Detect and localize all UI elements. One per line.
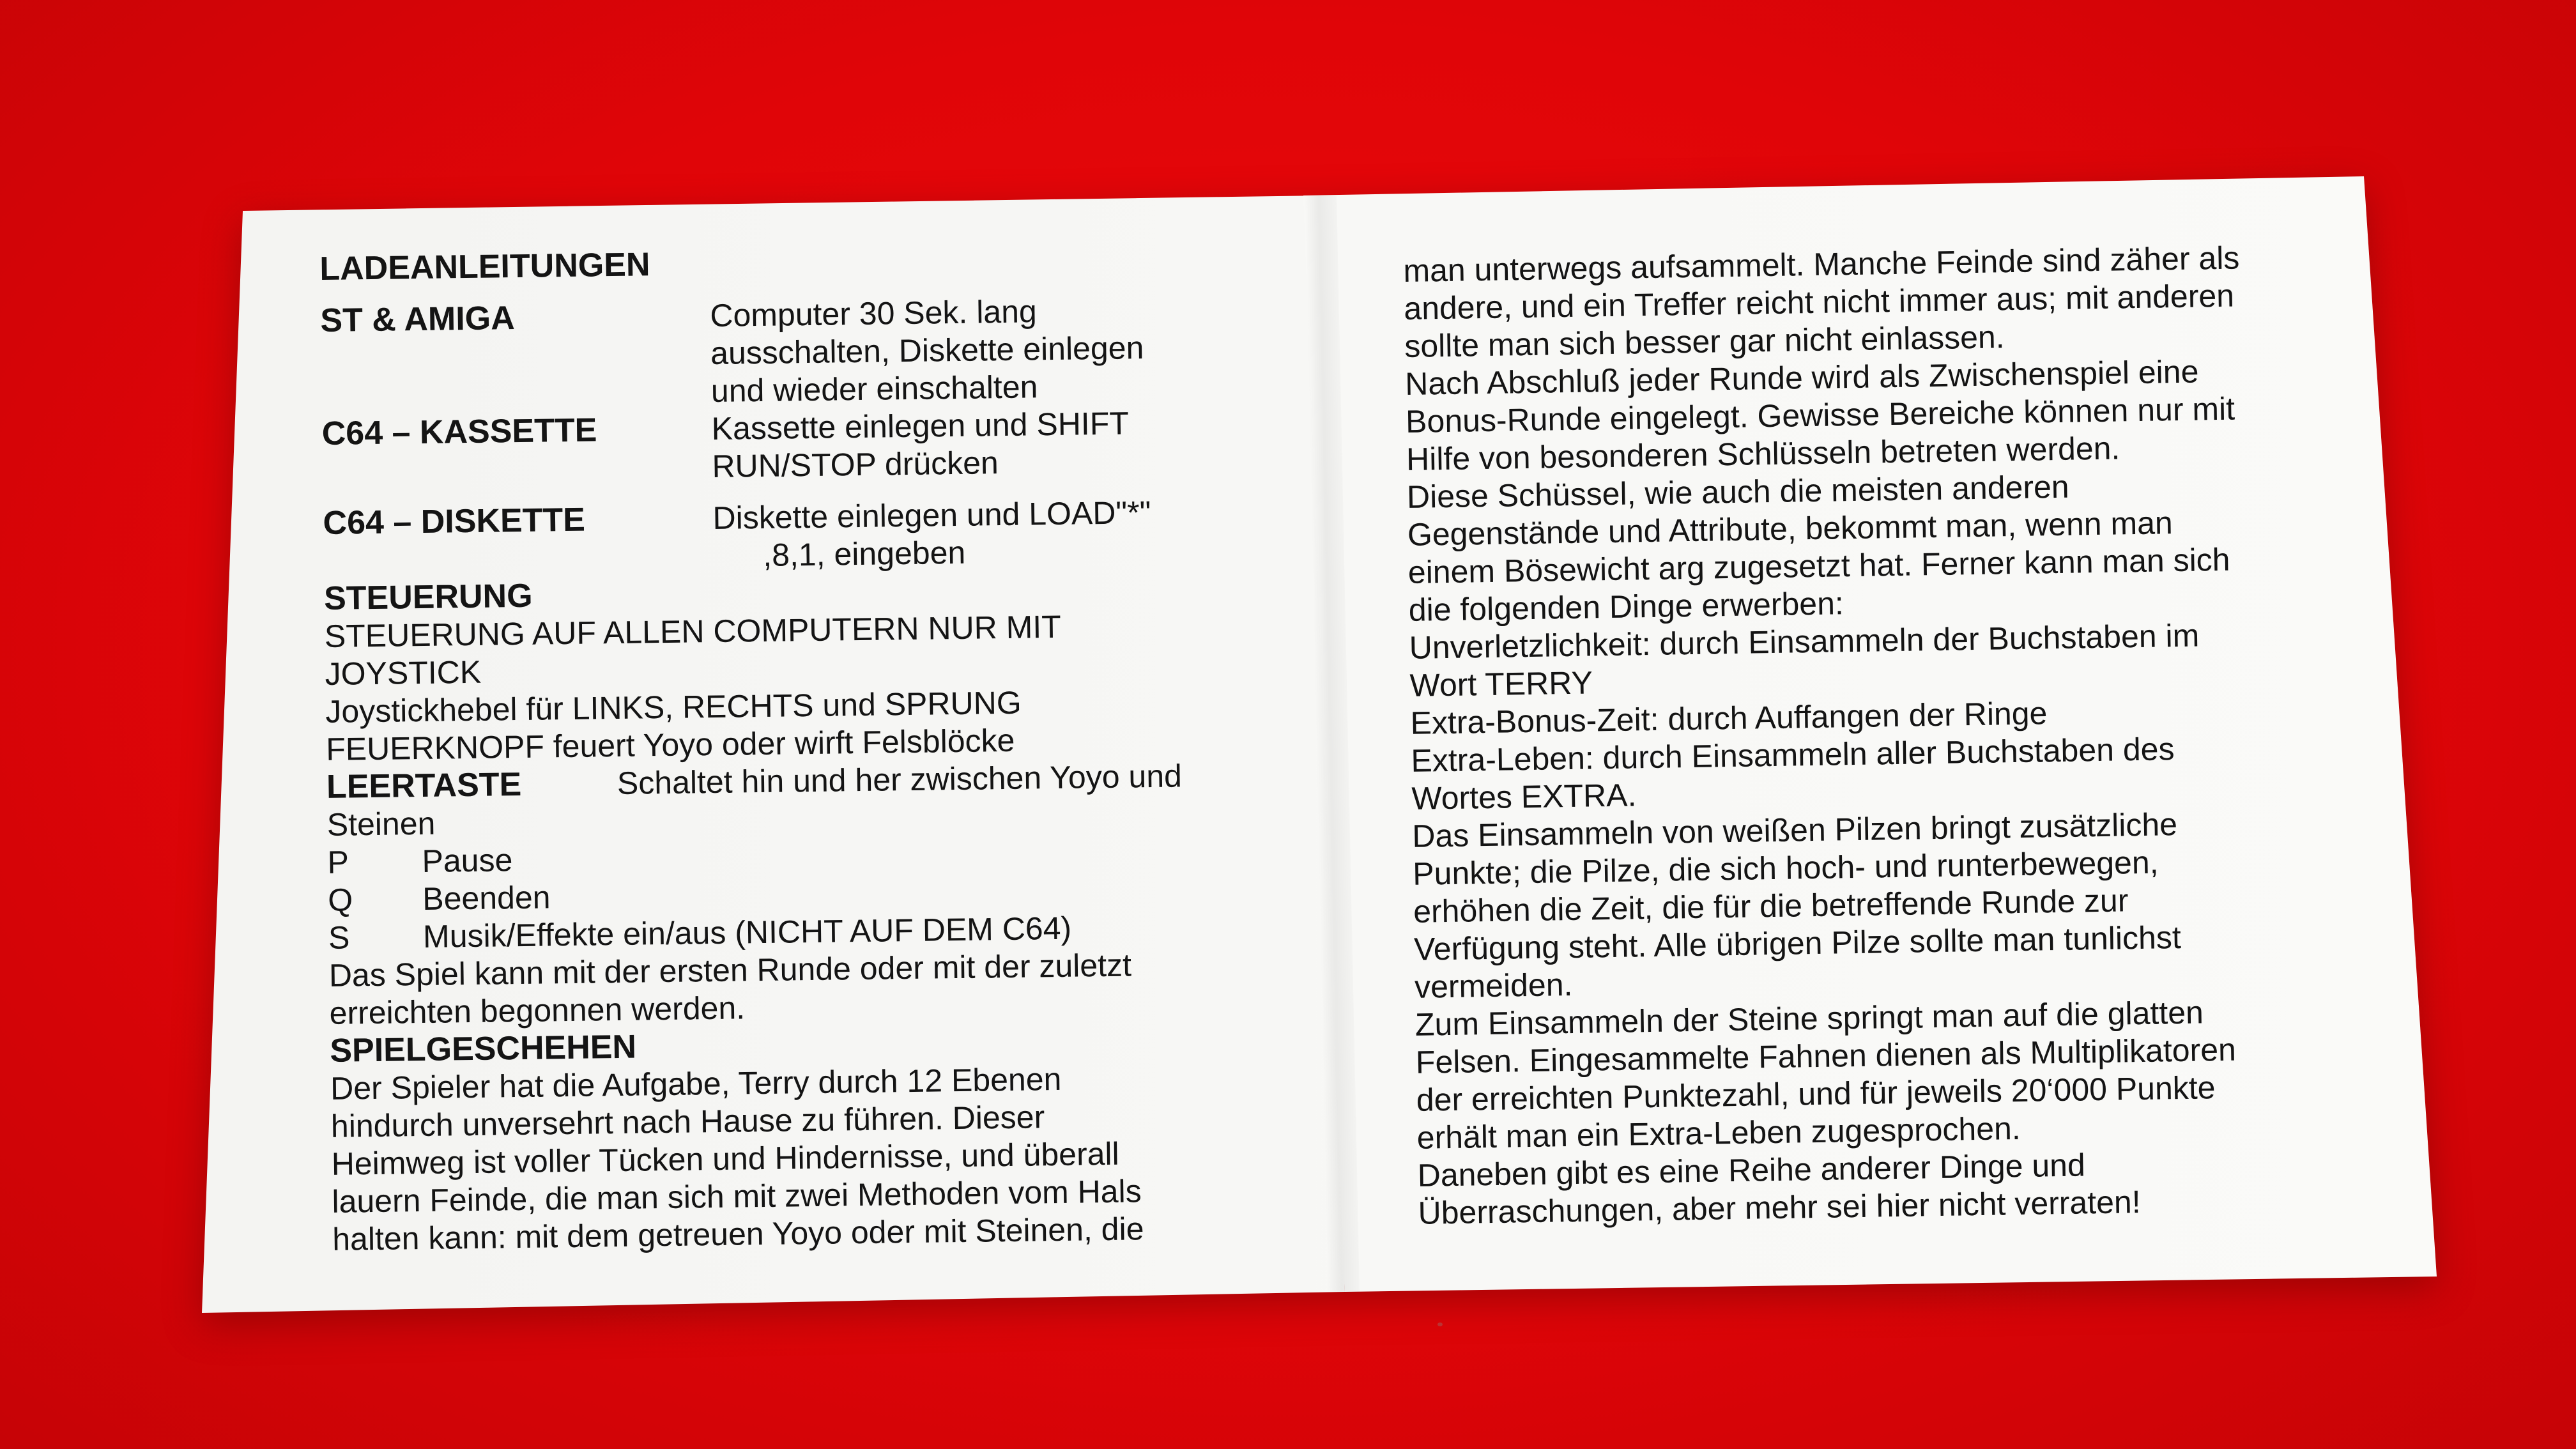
body-line: vermeiden. [1414, 966, 1573, 1005]
key-desc: Musik/Effekte ein/aus (NICHT AUF DEM C64) [422, 910, 1072, 954]
body-line: Extra-Leben: durch Einsammeln aller Buchstaben des [1411, 731, 2175, 779]
body-line: einem Bösewicht arg zugesetzt hat. Ferner kann man sich [1407, 541, 2230, 590]
body-line: Verfügung steht. Alle übrigen Pilze sollte man tunlichst [1413, 919, 2182, 967]
body-line: Wortes EXTRA. [1411, 777, 1637, 816]
load-line: ausschalten, Diskette einlegen [710, 330, 1144, 371]
paper-speck [1438, 1322, 1443, 1326]
key-desc: Pause [422, 842, 513, 879]
start-line: Das Spiel kann mit der ersten Runde oder mit der zuletzt [328, 947, 1132, 993]
key-letter: P [327, 844, 349, 880]
key-letter: Q [327, 882, 353, 918]
body-line: Bonus-Runde eingelegt. Gewisse Bereiche können nur mit [1405, 390, 2235, 440]
key-desc: Beenden [422, 879, 551, 917]
load-line: Computer 30 Sek. lang [710, 293, 1038, 334]
control-line: FEUERKNOPF feuert Yoyo oder wirft Felsblöcke [325, 722, 1015, 767]
load-instructions [710, 291, 1144, 410]
control-line: JOYSTICK [325, 654, 482, 692]
left-page-text [319, 239, 1188, 1258]
body-line: Hilfe von besonderen Schlüsseln betreten werden. [1406, 430, 2120, 477]
space-key-desc-cont: Steinen [326, 805, 436, 843]
start-line: erreichten begonnen werden. [329, 990, 746, 1031]
body-line: die folgenden Dinge erwerben: [1408, 585, 1844, 628]
body-line: Gegenstände und Attribute, bekommt man, wenn man [1407, 505, 2174, 553]
load-instructions [712, 494, 1151, 575]
body-line: Wort TERRY [1409, 664, 1593, 703]
load-label: C64 – DISKETTE [323, 501, 586, 542]
body-line: Extra-Bonus-Zeit: durch Auffangen der Ringe [1410, 695, 2048, 741]
load-label: ST & AMIGA [320, 300, 516, 339]
control-line: STEUERUNG AUF ALLEN COMPUTERN NUR MIT [324, 608, 1062, 654]
load-label: C64 – KASSETTE [321, 411, 597, 452]
right-page-text [1403, 239, 2255, 1232]
gameplay-line: hindurch unversehrt nach Hause zu führen. Dieser [330, 1099, 1045, 1144]
load-line: Kassette einlegen und SHIFT [711, 405, 1130, 447]
load-line: ,8,1, eingeben [762, 534, 966, 573]
gameplay-line: lauern Feinde, die man sich mit zwei Methoden vom Hals [332, 1173, 1142, 1220]
body-line: Überraschungen, aber mehr sei hier nicht verraten! [1418, 1184, 2142, 1231]
space-key-desc: Schaltet hin und her zwischen Yoyo und [617, 758, 1183, 801]
body-line: Punkte; die Pilze, die sich hoch- und runterbewegen, [1412, 844, 2159, 892]
key-letter: S [328, 919, 350, 956]
body-line: andere, und ein Treffer reicht nicht immer aus; mit anderen [1403, 277, 2235, 326]
load-line: Diskette einlegen und LOAD"*" [712, 494, 1151, 536]
body-line: Unverletzlichkeit: durch Einsammeln der Buchstaben im [1409, 617, 2200, 666]
load-row-st-amiga [320, 291, 1177, 415]
body-line: erhält man ein Extra-Leben zugesprochen. [1416, 1110, 2021, 1156]
body-line: erhöhen die Zeit, die für die betreffende Runde zur [1413, 882, 2129, 930]
control-line: Joystickhebel für LINKS, RECHTS und SPRUNG [325, 684, 1022, 730]
gameplay-line: halten kann: mit dem getreuen Yoyo oder mit Steinen, die [332, 1211, 1144, 1257]
load-line: RUN/STOP drücken [712, 445, 999, 484]
load-row-c64-disk [323, 493, 1179, 580]
heading-loading-instructions: LADEANLEITUNGEN [319, 246, 650, 288]
heading-gameplay: SPIELGESCHEHEN [330, 1028, 637, 1070]
heading-controls: STEUERUNG [323, 577, 533, 617]
body-line: Zum Einsammeln der Steine springt man auf die glatten [1414, 994, 2204, 1043]
body-line: Felsen. Eingesammelte Fahnen dienen als Multiplikatoren [1415, 1031, 2237, 1080]
body-line: sollte man sich besser gar nicht einlassen. [1404, 319, 2005, 364]
gameplay-line: Heimweg ist voller Tücken und Hindernisse, und überall [331, 1135, 1120, 1182]
gameplay-line: Der Spieler hat die Aufgabe, Terry durch 12 Ebenen [330, 1061, 1062, 1107]
body-line: Daneben gibt es eine Reihe anderer Dinge und [1417, 1147, 2086, 1193]
load-instructions [711, 404, 1130, 486]
body-line: der erreichten Punktezahl, und für jeweils 20‘000 Punkte [1416, 1070, 2216, 1118]
body-line: Nach Abschluß jeder Runde wird als Zwischenspiel eine [1404, 353, 2199, 402]
body-line: man unterwegs aufsammelt. Manche Feinde sind zäher als [1403, 240, 2240, 289]
load-row-c64-cassette [321, 404, 1177, 491]
body-line: Diese Schüssel, wie auch die meisten anderen [1406, 468, 2070, 515]
load-line: und wieder einschalten [710, 369, 1038, 409]
space-key-label: LEERTASTE [326, 765, 522, 806]
body-line: Das Einsammeln von weißen Pilzen bringt zusätzliche [1411, 806, 2178, 854]
